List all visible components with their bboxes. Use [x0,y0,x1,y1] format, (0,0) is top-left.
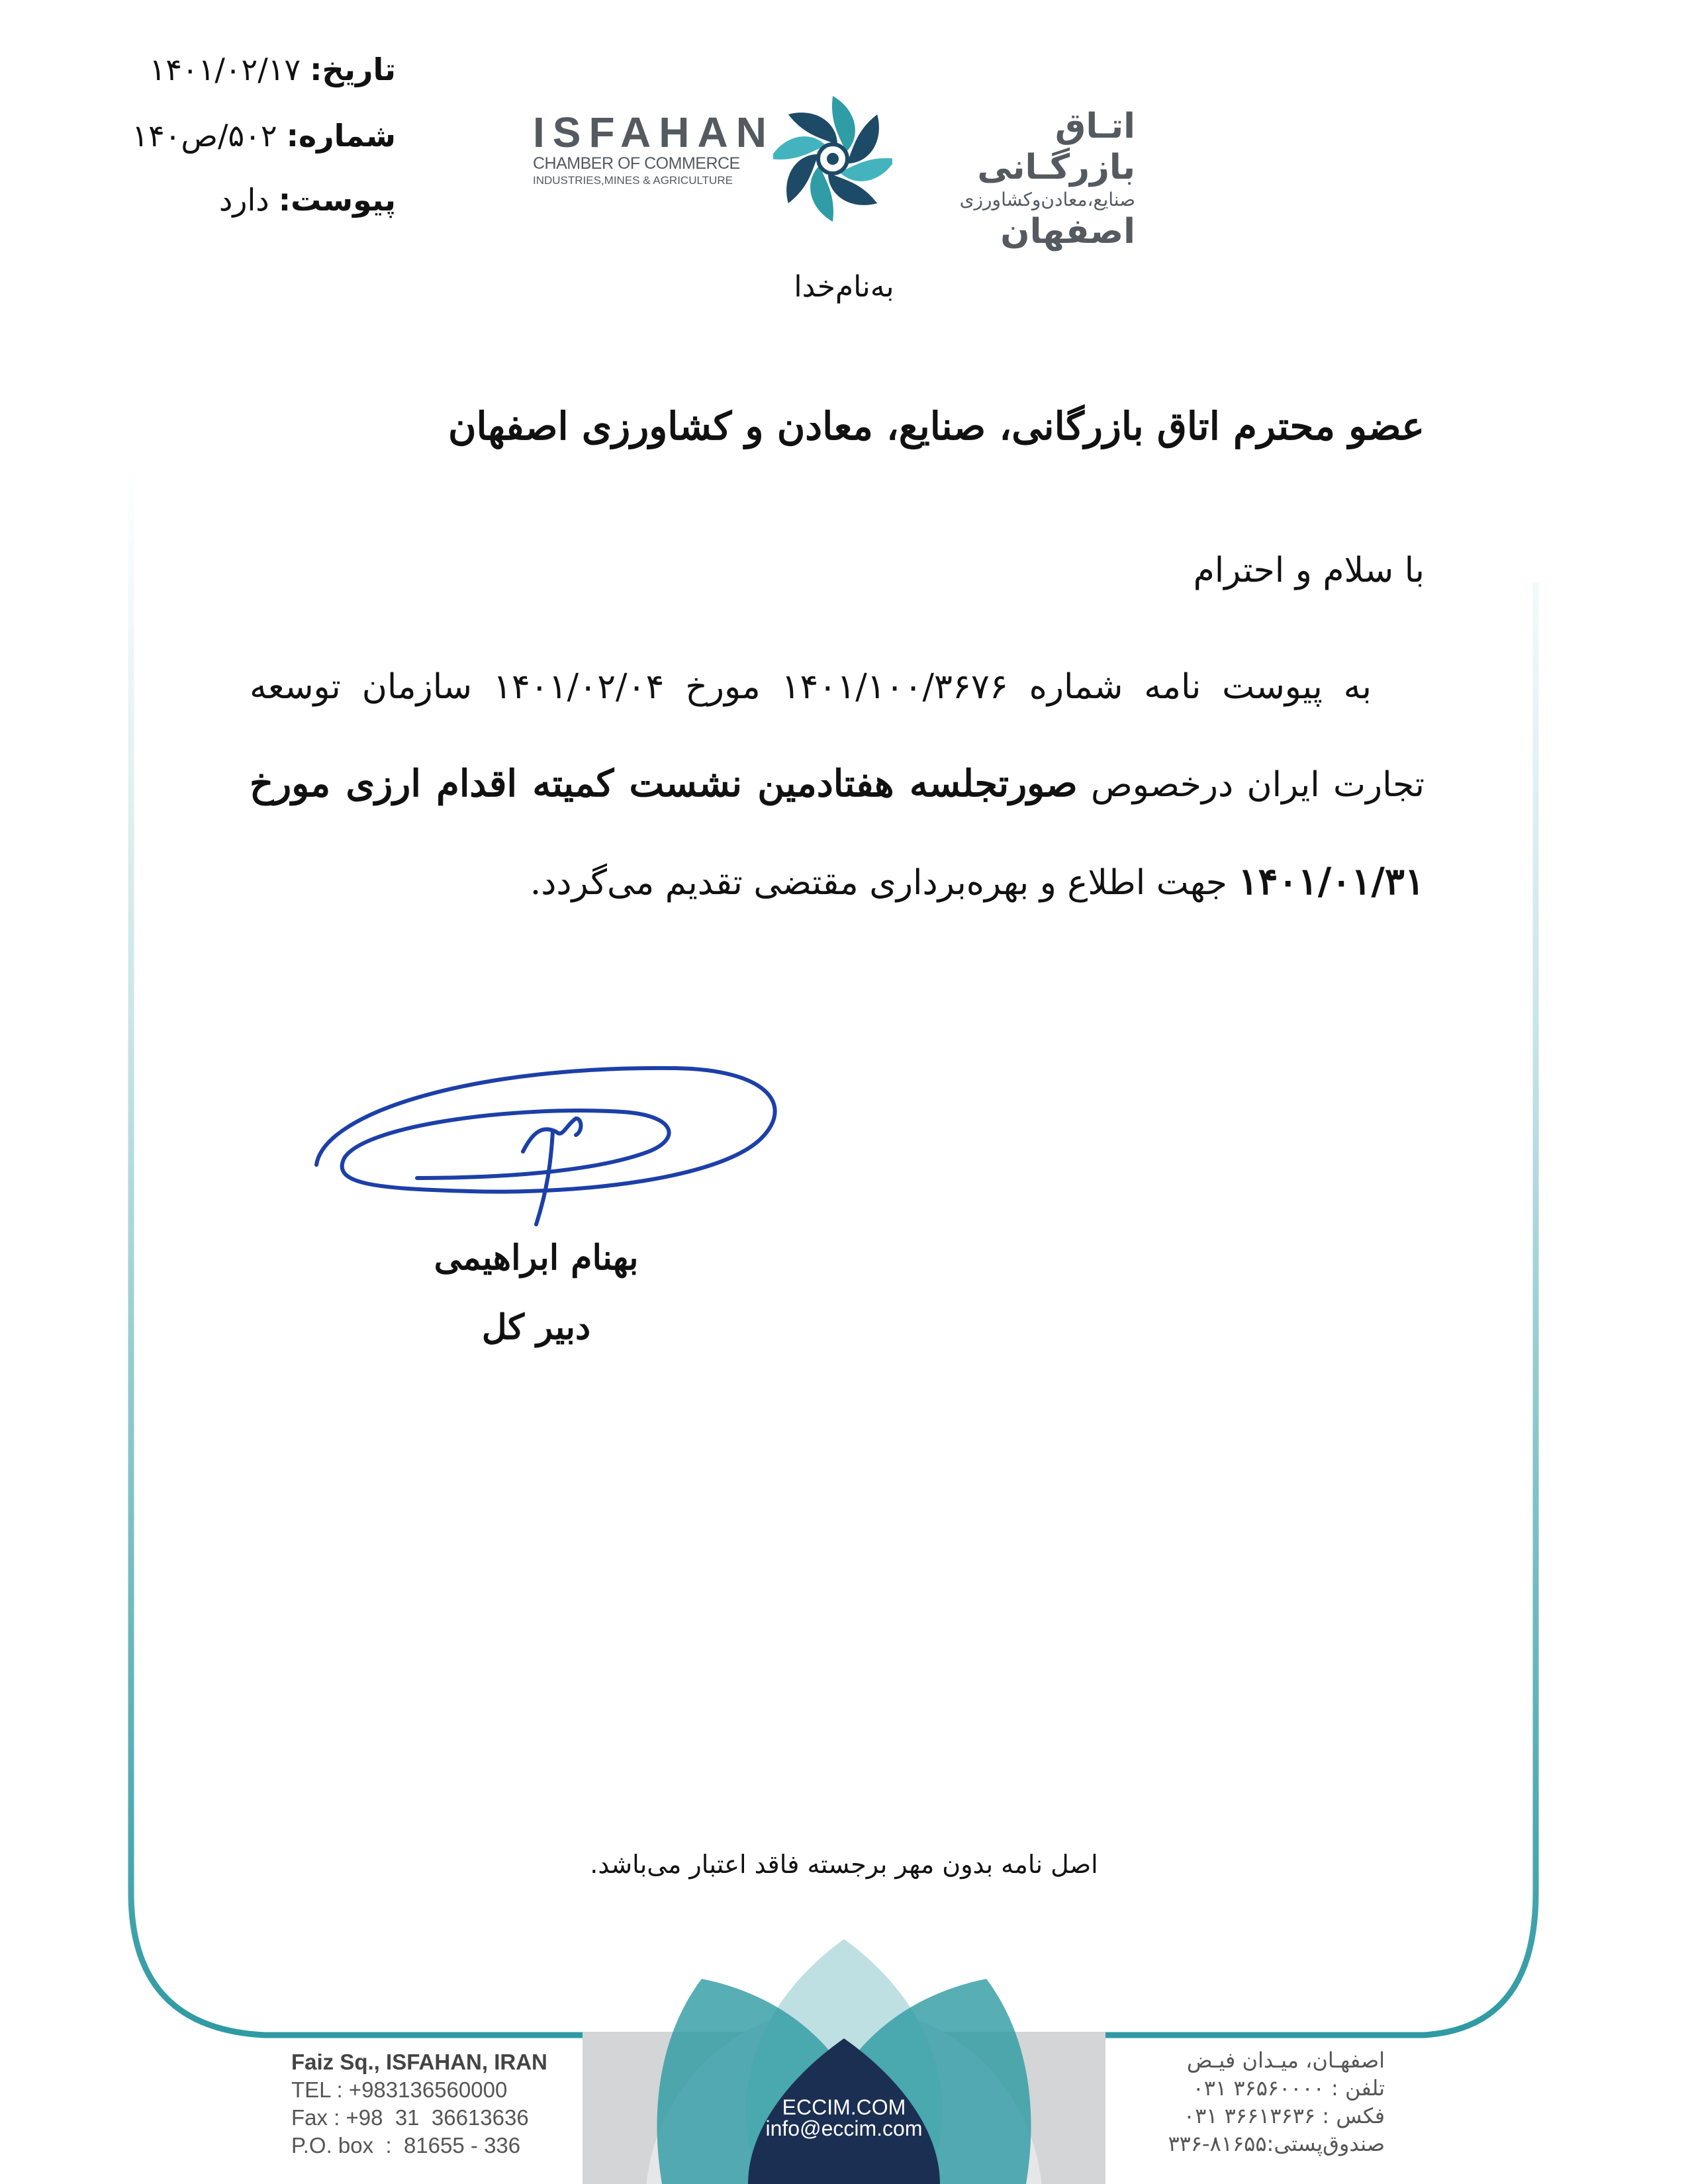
address-en-street: Faiz Sq., ISFAHAN, IRAN [291,2050,547,2074]
number-value: ۵۰۲/ص۱۴۰ [132,118,277,154]
footer-web [712,2097,976,2139]
logo-en-subtitle: CHAMBER OF COMMERCE [533,154,740,173]
body-text-2: جهت اطلاع و بهره‌برداری مقتضی تقدیم می‌گردد. [530,863,1227,903]
logo-persian [910,106,1135,251]
signatory-name: بهنام ابراهیمی [434,1238,639,1278]
chamber-logo-icon [773,89,892,228]
date-label: تاریخ: [310,52,396,87]
date-value: ۱۴۰۱/۰۲/۱۷ [149,52,301,87]
logo-english [533,109,774,188]
letter-body [250,639,1425,931]
logo-fa-subtitle: صنایع،معادن‌وکشاورزی [959,189,1135,210]
address-fa-street: اصفهـان، میـدان فیـض [1186,2048,1385,2073]
footer-emblem [569,1939,1119,2184]
address-en-pobox: P.O. box : 81655 - 336 [291,2133,521,2158]
logo-en-tagline: INDUSTRIES,MINES & AGRICULTURE [533,174,733,187]
signatory-title: دبیر کل [481,1307,591,1347]
validity-note: اصل نامه بدون مهر برجسته فاقد اعتبار می‌باشد. [590,1850,1098,1879]
address-fa-pobox: صندوق‌پستی:۸۱۶۵۵-۳۳۶ [1168,2131,1385,2156]
number-label: شماره: [286,118,396,154]
recipient-line: عضو محترم اتاق بازرگانی، صنایع، معادن و کشاورزی اصفهان [447,404,1425,449]
address-english [291,2048,547,2160]
address-en-tel: TEL : +983136560000 [291,2077,508,2102]
greeting: با سلام و احترام [1193,551,1425,590]
website-link[interactable]: ECCIM.COM [782,2095,906,2119]
number-row [132,116,396,156]
attachment-row [219,180,396,220]
address-fa-tel: تلفن : ۳۶۵۶۰۰۰۰ ۰۳۱ [1192,2075,1385,2101]
address-persian [1168,2046,1385,2158]
address-en-fax: Fax : +98 31 36613636 [291,2105,529,2130]
email-link[interactable]: info@eccim.com [765,2116,923,2140]
attachment-value: دارد [218,182,269,218]
bismillah: به‌نام‌خدا [794,270,894,304]
body-text-bold: صورتجلسه هفتادمین نشست کمیته اقدام ارزی مورخ ۱۴۰۱/۰۱/۳۱ [250,762,1425,903]
logo-fa-title: اتـاق بازرگـانی [977,107,1135,187]
signature-scribble [305,1052,808,1244]
address-fa-fax: فکس : ۳۶۶۱۳۶۳۶ ۰۳۱ [1183,2103,1385,2128]
body-text-1: به پیوست نامه شماره ۱۴۰۱/۱۰۰/۳۶۷۶ مورخ ۱۴۰۱/۰۲/۰۴ سازمان توسعه تجارت ایران درخصوص [250,667,1425,805]
attachment-label: پیوست: [278,182,396,218]
logo-en-title: ISFAHAN [533,109,774,156]
date-row [149,50,396,89]
logo-fa-city: اصفهان [1000,212,1135,251]
